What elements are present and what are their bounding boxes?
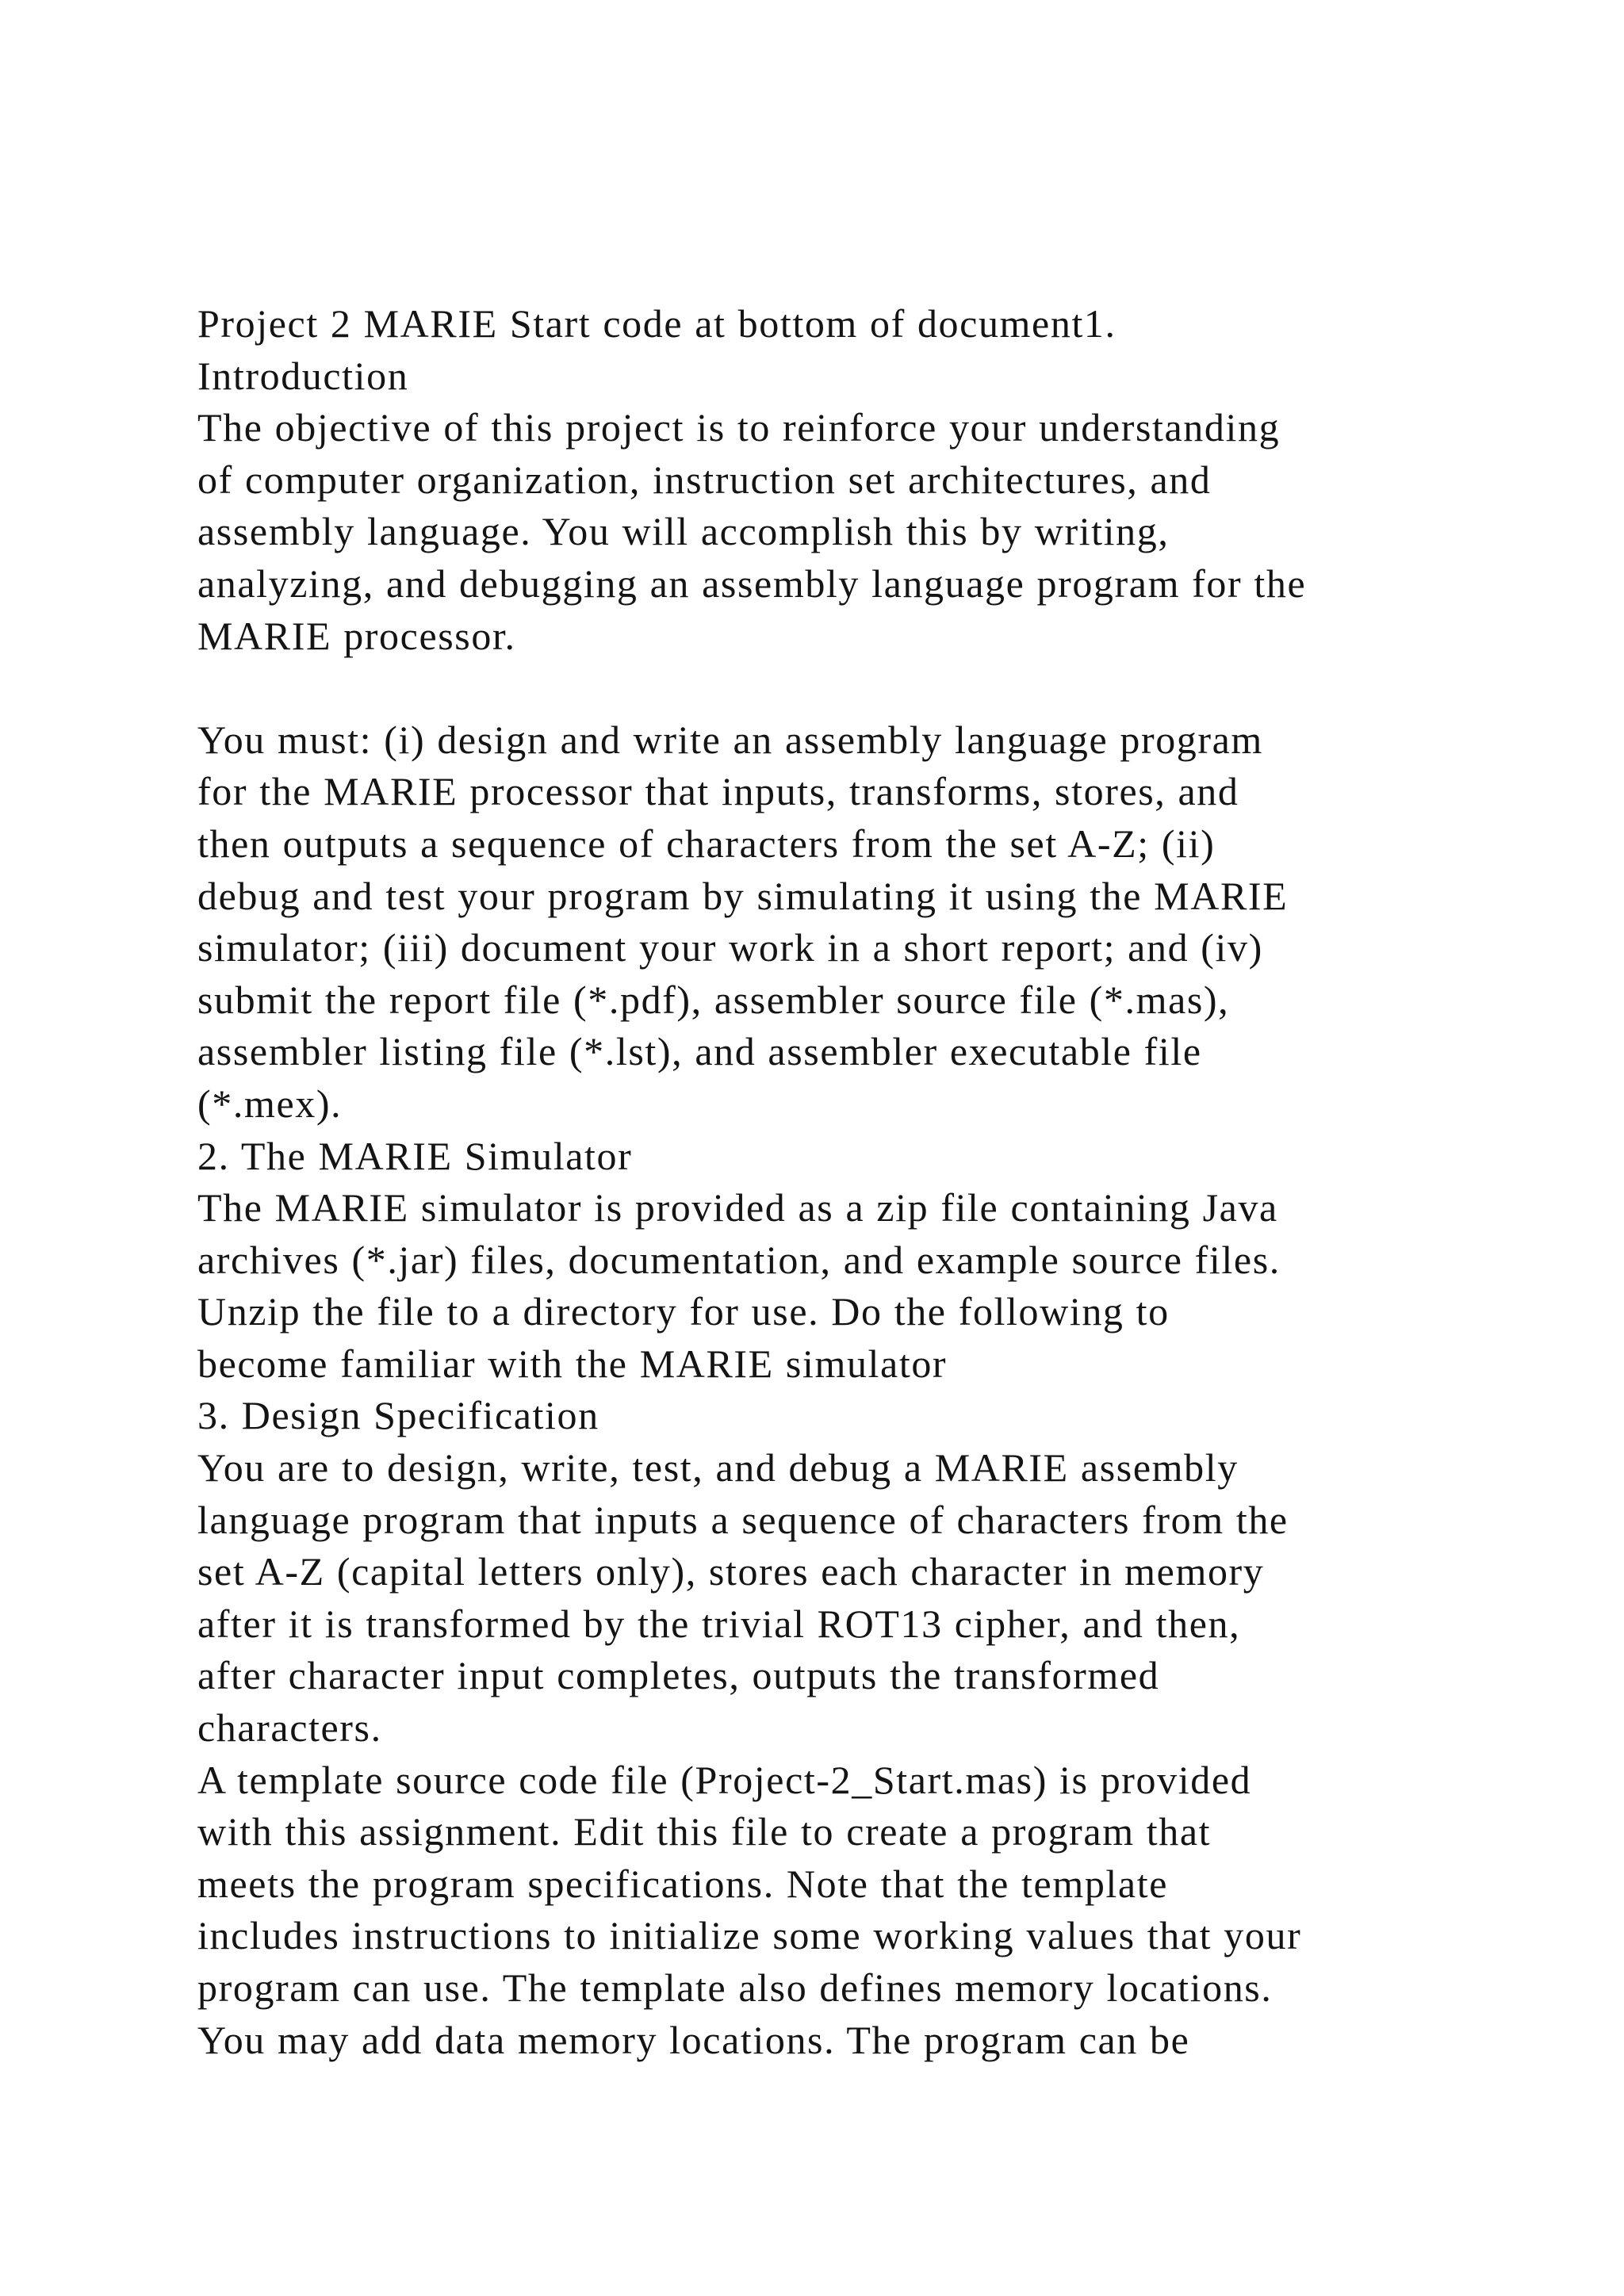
document-title-line: Project 2 MARIE Start code at bottom of document1. bbox=[197, 301, 1116, 346]
paragraph-line: The objective of this project is to reinforce your understanding bbox=[197, 405, 1281, 450]
paragraph-line: debug and test your program by simulating it using the MARIE bbox=[197, 873, 1289, 918]
paragraph-line: You must: (i) design and write an assembly language program bbox=[197, 717, 1263, 762]
paragraph-line: The MARIE simulator is provided as a zip file containing Java bbox=[197, 1185, 1278, 1230]
paragraph-line: A template source code file (Project-2_Start.mas) is provided bbox=[197, 1757, 1252, 1802]
paragraph-line: You may add data memory locations. The program can be bbox=[197, 2017, 1190, 2062]
paragraph-line: set A-Z (capital letters only), stores each character in memory bbox=[197, 1549, 1265, 1594]
section-heading-marie-simulator: 2. The MARIE Simulator bbox=[197, 1133, 633, 1178]
paragraph-line: for the MARIE processor that inputs, transforms, stores, and bbox=[197, 769, 1239, 814]
paragraph-line: analyzing, and debugging an assembly language program for the bbox=[197, 561, 1307, 606]
paragraph-line: language program that inputs a sequence of characters from the bbox=[197, 1497, 1289, 1542]
paragraph-line: program can use. The template also defines memory locations. bbox=[197, 1965, 1273, 2010]
paragraph-line: then outputs a sequence of characters from the set A-Z; (ii) bbox=[197, 821, 1216, 866]
paragraph-line: Unzip the file to a directory for use. Do the following to bbox=[197, 1289, 1170, 1334]
paragraph-line: assembly language. You will accomplish this by writing, bbox=[197, 509, 1170, 554]
paragraph-line: with this assignment. Edit this file to create a program that bbox=[197, 1809, 1212, 1854]
paragraph-line: archives (*.jar) files, documentation, and example source files. bbox=[197, 1237, 1281, 1282]
paragraph-line: of computer organization, instruction set architectures, and bbox=[197, 457, 1212, 502]
paragraph-line: includes instructions to initialize some working values that your bbox=[197, 1913, 1302, 1958]
paragraph-line: You are to design, write, test, and debug a MARIE assembly bbox=[197, 1445, 1239, 1490]
paragraph-line: MARIE processor. bbox=[197, 613, 516, 658]
paragraph-line: after it is transformed by the trivial ROT13 cipher, and then, bbox=[197, 1601, 1241, 1646]
paragraph-line: (*.mex). bbox=[197, 1081, 343, 1126]
paragraph-line: meets the program specifications. Note that the template bbox=[197, 1861, 1168, 1906]
paragraph-line: simulator; (iii) document your work in a short report; and (iv) bbox=[197, 925, 1263, 970]
paragraph-line: assembler listing file (*.lst), and assembler executable file bbox=[197, 1029, 1202, 1074]
document-body bbox=[197, 298, 1545, 2066]
paragraph-line: become familiar with the MARIE simulator bbox=[197, 1341, 948, 1386]
paragraph-line: characters. bbox=[197, 1705, 382, 1751]
section-heading-design-specification: 3. Design Specification bbox=[197, 1393, 599, 1438]
section-heading-introduction: Introduction bbox=[197, 353, 409, 398]
paragraph-line: after character input completes, outputs the transformed bbox=[197, 1653, 1160, 1698]
paragraph-line: submit the report file (*.pdf), assembler source file (*.mas), bbox=[197, 977, 1230, 1022]
blank-line bbox=[197, 662, 1545, 714]
